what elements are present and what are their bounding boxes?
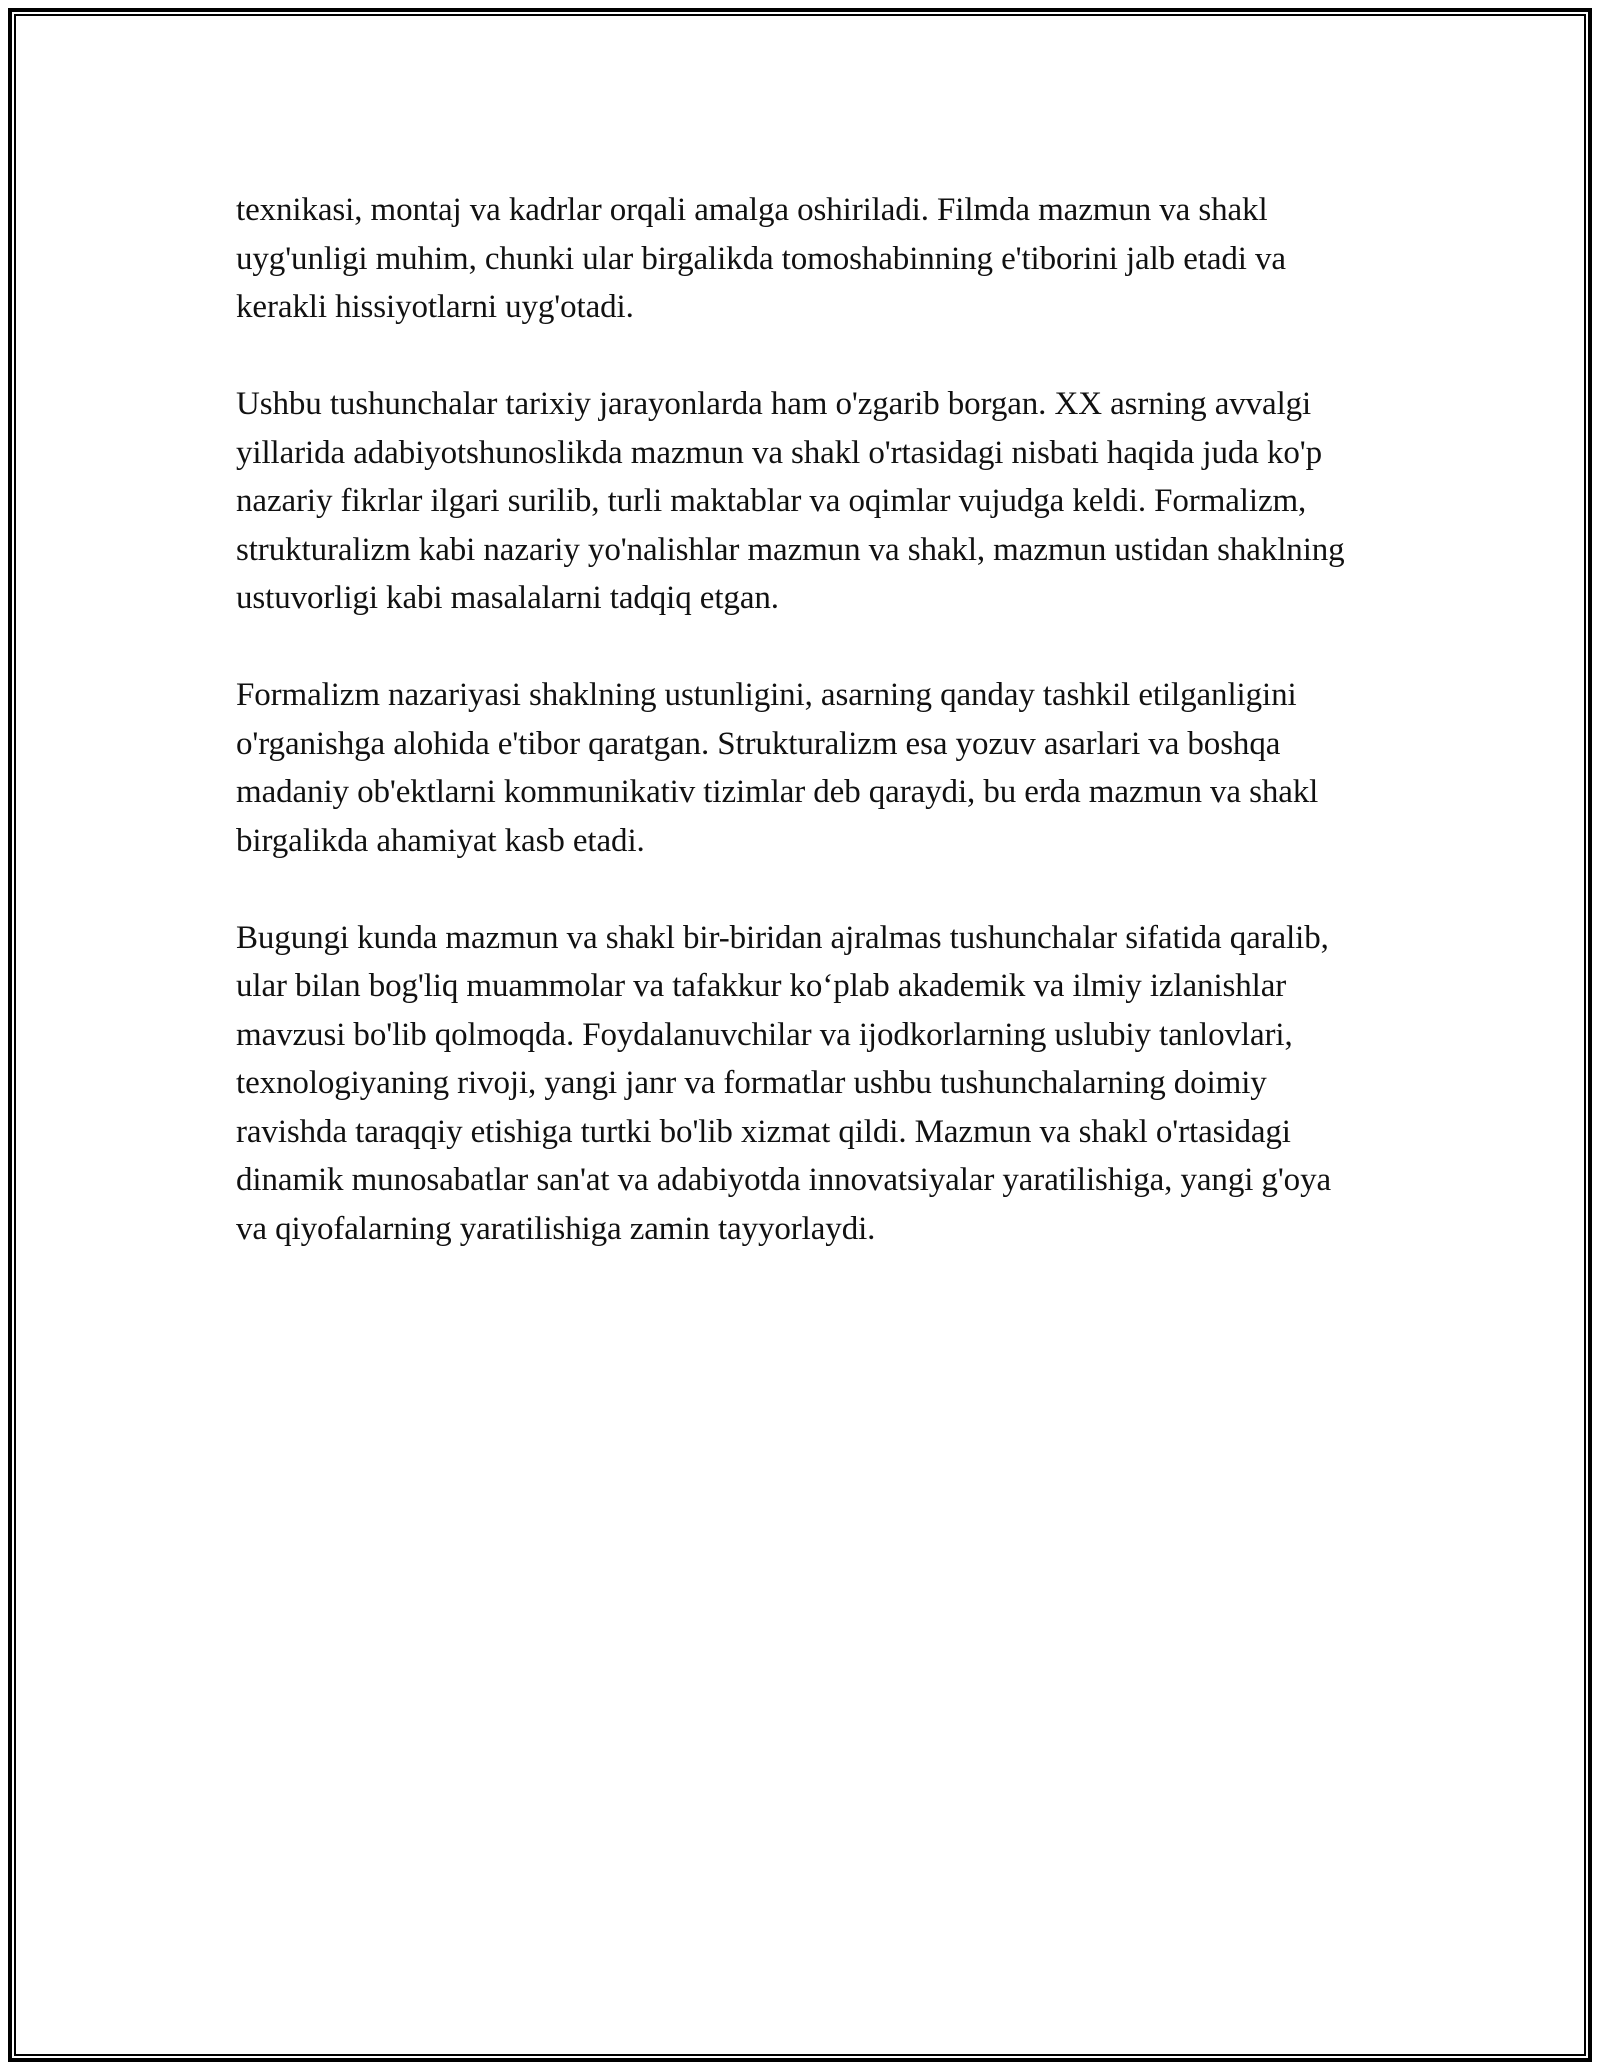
paragraph-1: texnikasi, montaj va kadrlar orqali amalga oshiriladi. Filmda mazmun va shakl uyg'unligi muhim, chunki ular birgalikda tomoshabinning e'tiborini jalb etadi va kerakli hissiyotlarni uyg'otadi.	[236, 192, 1286, 325]
paragraph-4: Bugungi kunda mazmun va shakl bir-biridan ajralmas tushunchalar sifatida qaralib, ular bilan bog'liq muammolar va tafakkur ko‘plab akademik va ilmiy izlanishlar mavzusi bo'lib qolmoqda. Foydalanuvchilar va ijodkorlarning uslubiy tanlovlari, texnologiyaning rivoji, yangi janr va formatlar ushbu tushunchalarning doimiy ravishda taraqqiy etishiga turtki bo'lib xizmat qildi. Mazmun va shakl o'rtasidagi dinamik munosabatlar san'at va adabiyotda innovatsiyalar yaratilishiga, yangi g'oya va qiyofalarning yaratilishiga zamin tayyorlaydi.	[236, 919, 1332, 1247]
paragraph-3: Formalizm nazariyasi shaklning ustunligini, asarning qanday tashkil etilganligini o'rganishga alohida e'tibor qaratgan. Strukturalizm esa yozuv asarlari va boshqa madaniy ob'ektlarni kommunikativ tizimlar deb qaraydi, bu erda mazmun va shakl birgalikda ahamiyat kasb etadi.	[236, 677, 1319, 859]
document-body	[236, 186, 1366, 1302]
paragraph-2: Ushbu tushunchalar tarixiy jarayonlarda ham o'zgarib borgan. XX asrning avvalgi yillarida adabiyotshunoslikda mazmun va shakl o'rtasidagi nisbati haqida juda ko'p nazariy fikrlar ilgari surilib, turli maktablar va oqimlar vujudga keldi. Formalizm, strukturalizm kabi nazariy yo'nalishlar mazmun va shakl, mazmun ustidan shaklning ustuvorligi kabi masalalarni tadqiq etgan.	[236, 386, 1345, 616]
